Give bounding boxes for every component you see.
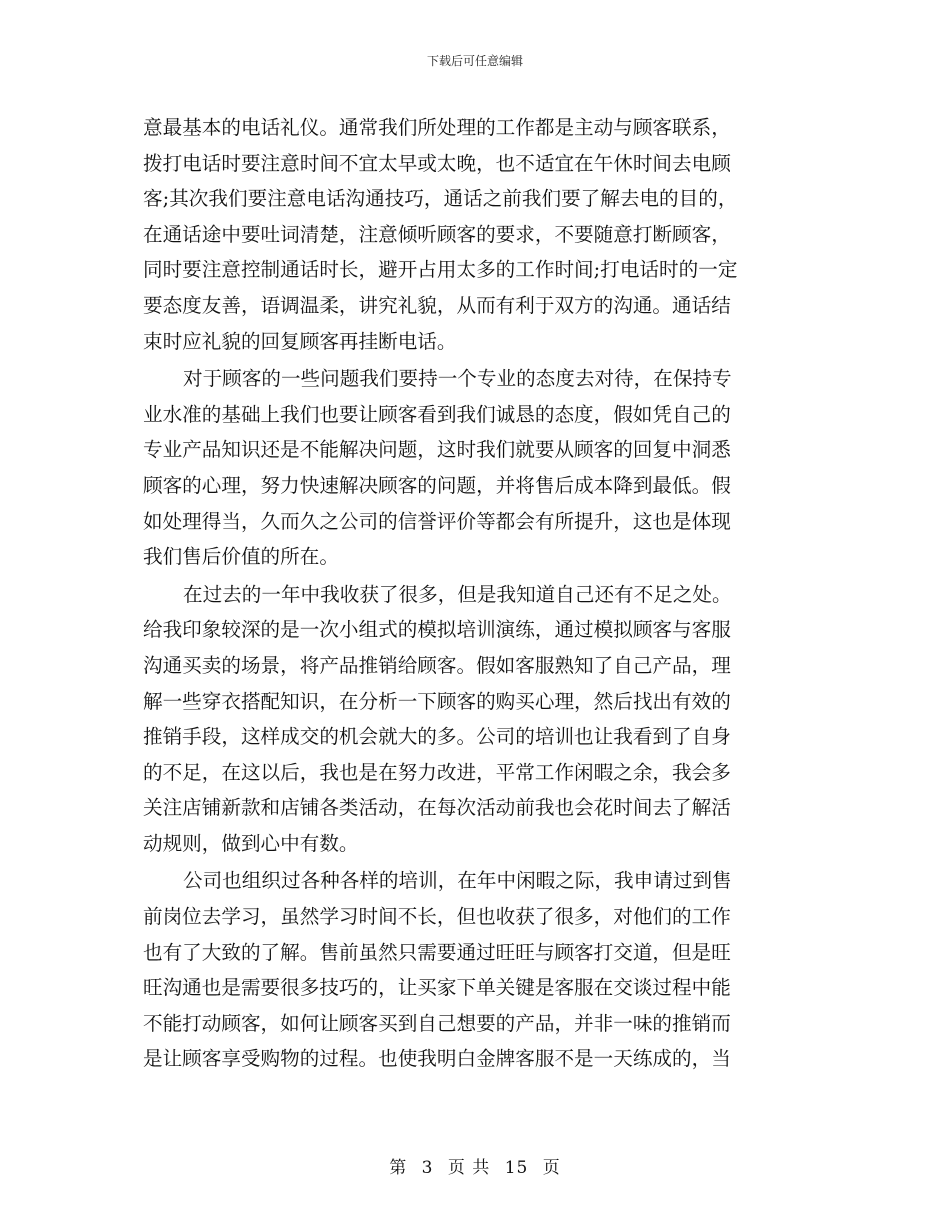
text-line: 对于顾客的一些问题我们要持一个专业的态度去对待，在保持专 (183, 367, 732, 391)
text-line: 客;其次我们要注意电话沟通技巧，通话之前我们要了解去电的目的， (143, 187, 738, 211)
text-line: 意最基本的电话礼仪。通常我们所处理的工作都是主动与顾客联系， (143, 116, 731, 139)
text-line: 前岗位去学习，虽然学习时间不长，但也收获了很多，对他们的工作 (143, 905, 731, 929)
total-pages: 15 (504, 1158, 529, 1178)
text-line: 关注店铺新款和店铺各类活动，在每次活动前我也会花时间去了解活 (143, 796, 731, 820)
text-line: 束时应礼貌的回复顾客再挂断电话。 (143, 329, 457, 353)
page-footer (0, 1153, 950, 1178)
text-line: 公司也组织过各种各样的培训，在年中闲暇之际，我申请过到售 (183, 869, 732, 893)
text-line: 的不足，在这以后，我也是在努力改进，平常工作闲暇之余，我会多 (143, 760, 731, 784)
text-line: 不能打动顾客，如何让顾客买到自己想要的产品，并非一味的推销而 (143, 1011, 731, 1035)
footer-middle: 页 共 (447, 1158, 491, 1178)
page-number: 3 (421, 1158, 434, 1178)
text-line: 在过去的一年中我收获了很多，但是我知道自己还有不足之处。 (183, 582, 732, 606)
text-line: 是让顾客享受购物的过程。也使我明白金牌客服不是一天练成的，当 (143, 1047, 731, 1071)
text-line: 动规则，做到心中有数。 (143, 831, 359, 855)
text-line: 我们售后价值的所在。 (143, 545, 339, 569)
paragraph (143, 863, 813, 1077)
text-line: 如处理得当，久而久之公司的信誉评价等都会有所提升，这也是体现 (143, 509, 731, 533)
text-line: 沟通买卖的场景，将产品推销给顾客。假如客服熟知了自己产品，理 (143, 653, 731, 677)
text-line: 顾客的心理，努力快速解决顾客的问题，并将售后成本降到最低。假 (143, 473, 731, 497)
text-line: 业水准的基础上我们也要让顾客看到我们诚恳的态度，假如凭自己的 (143, 402, 731, 426)
text-line: 在通话途中要吐词清楚，注意倾听顾客的要求，不要随意打断顾客， (143, 222, 731, 246)
footer-prefix: 第 (389, 1158, 408, 1178)
text-line: 旺沟通也是需要很多技巧的，让买家下单关键是客服在交谈过程中能 (143, 976, 731, 1000)
paragraph (143, 110, 813, 359)
text-line: 推销手段，这样成交的机会就大的多。公司的培训也让我看到了自身 (143, 725, 731, 749)
page-header: 下载后可任意编辑 (426, 54, 523, 68)
text-line: 要态度友善，语调温柔，讲究礼貌，从而有利于双方的沟通。通话结 (143, 293, 731, 317)
document-body (143, 110, 813, 1077)
paragraph (143, 577, 813, 862)
text-line: 也有了大致的了解。售前虽然只需要通过旺旺与顾客打交道，但是旺 (143, 940, 731, 964)
text-line: 拨打电话时要注意时间不宜太早或太晚，也不适宜在午休时间去电顾 (143, 151, 731, 175)
text-line: 同时要注意控制通话时长，避开占用太多的工作时间;打电话时的一定 (143, 258, 738, 282)
text-line: 给我印象较深的是一次小组式的模拟培训演练，通过模拟顾客与客服 (143, 618, 731, 642)
footer-suffix: 页 (542, 1158, 561, 1178)
paragraph (143, 361, 813, 575)
text-line: 专业产品知识还是不能解决问题，这时我们就要从顾客的回复中洞悉 (143, 438, 731, 462)
text-line: 解一些穿衣搭配知识，在分析一下顾客的购买心理，然后找出有效的 (143, 689, 731, 713)
